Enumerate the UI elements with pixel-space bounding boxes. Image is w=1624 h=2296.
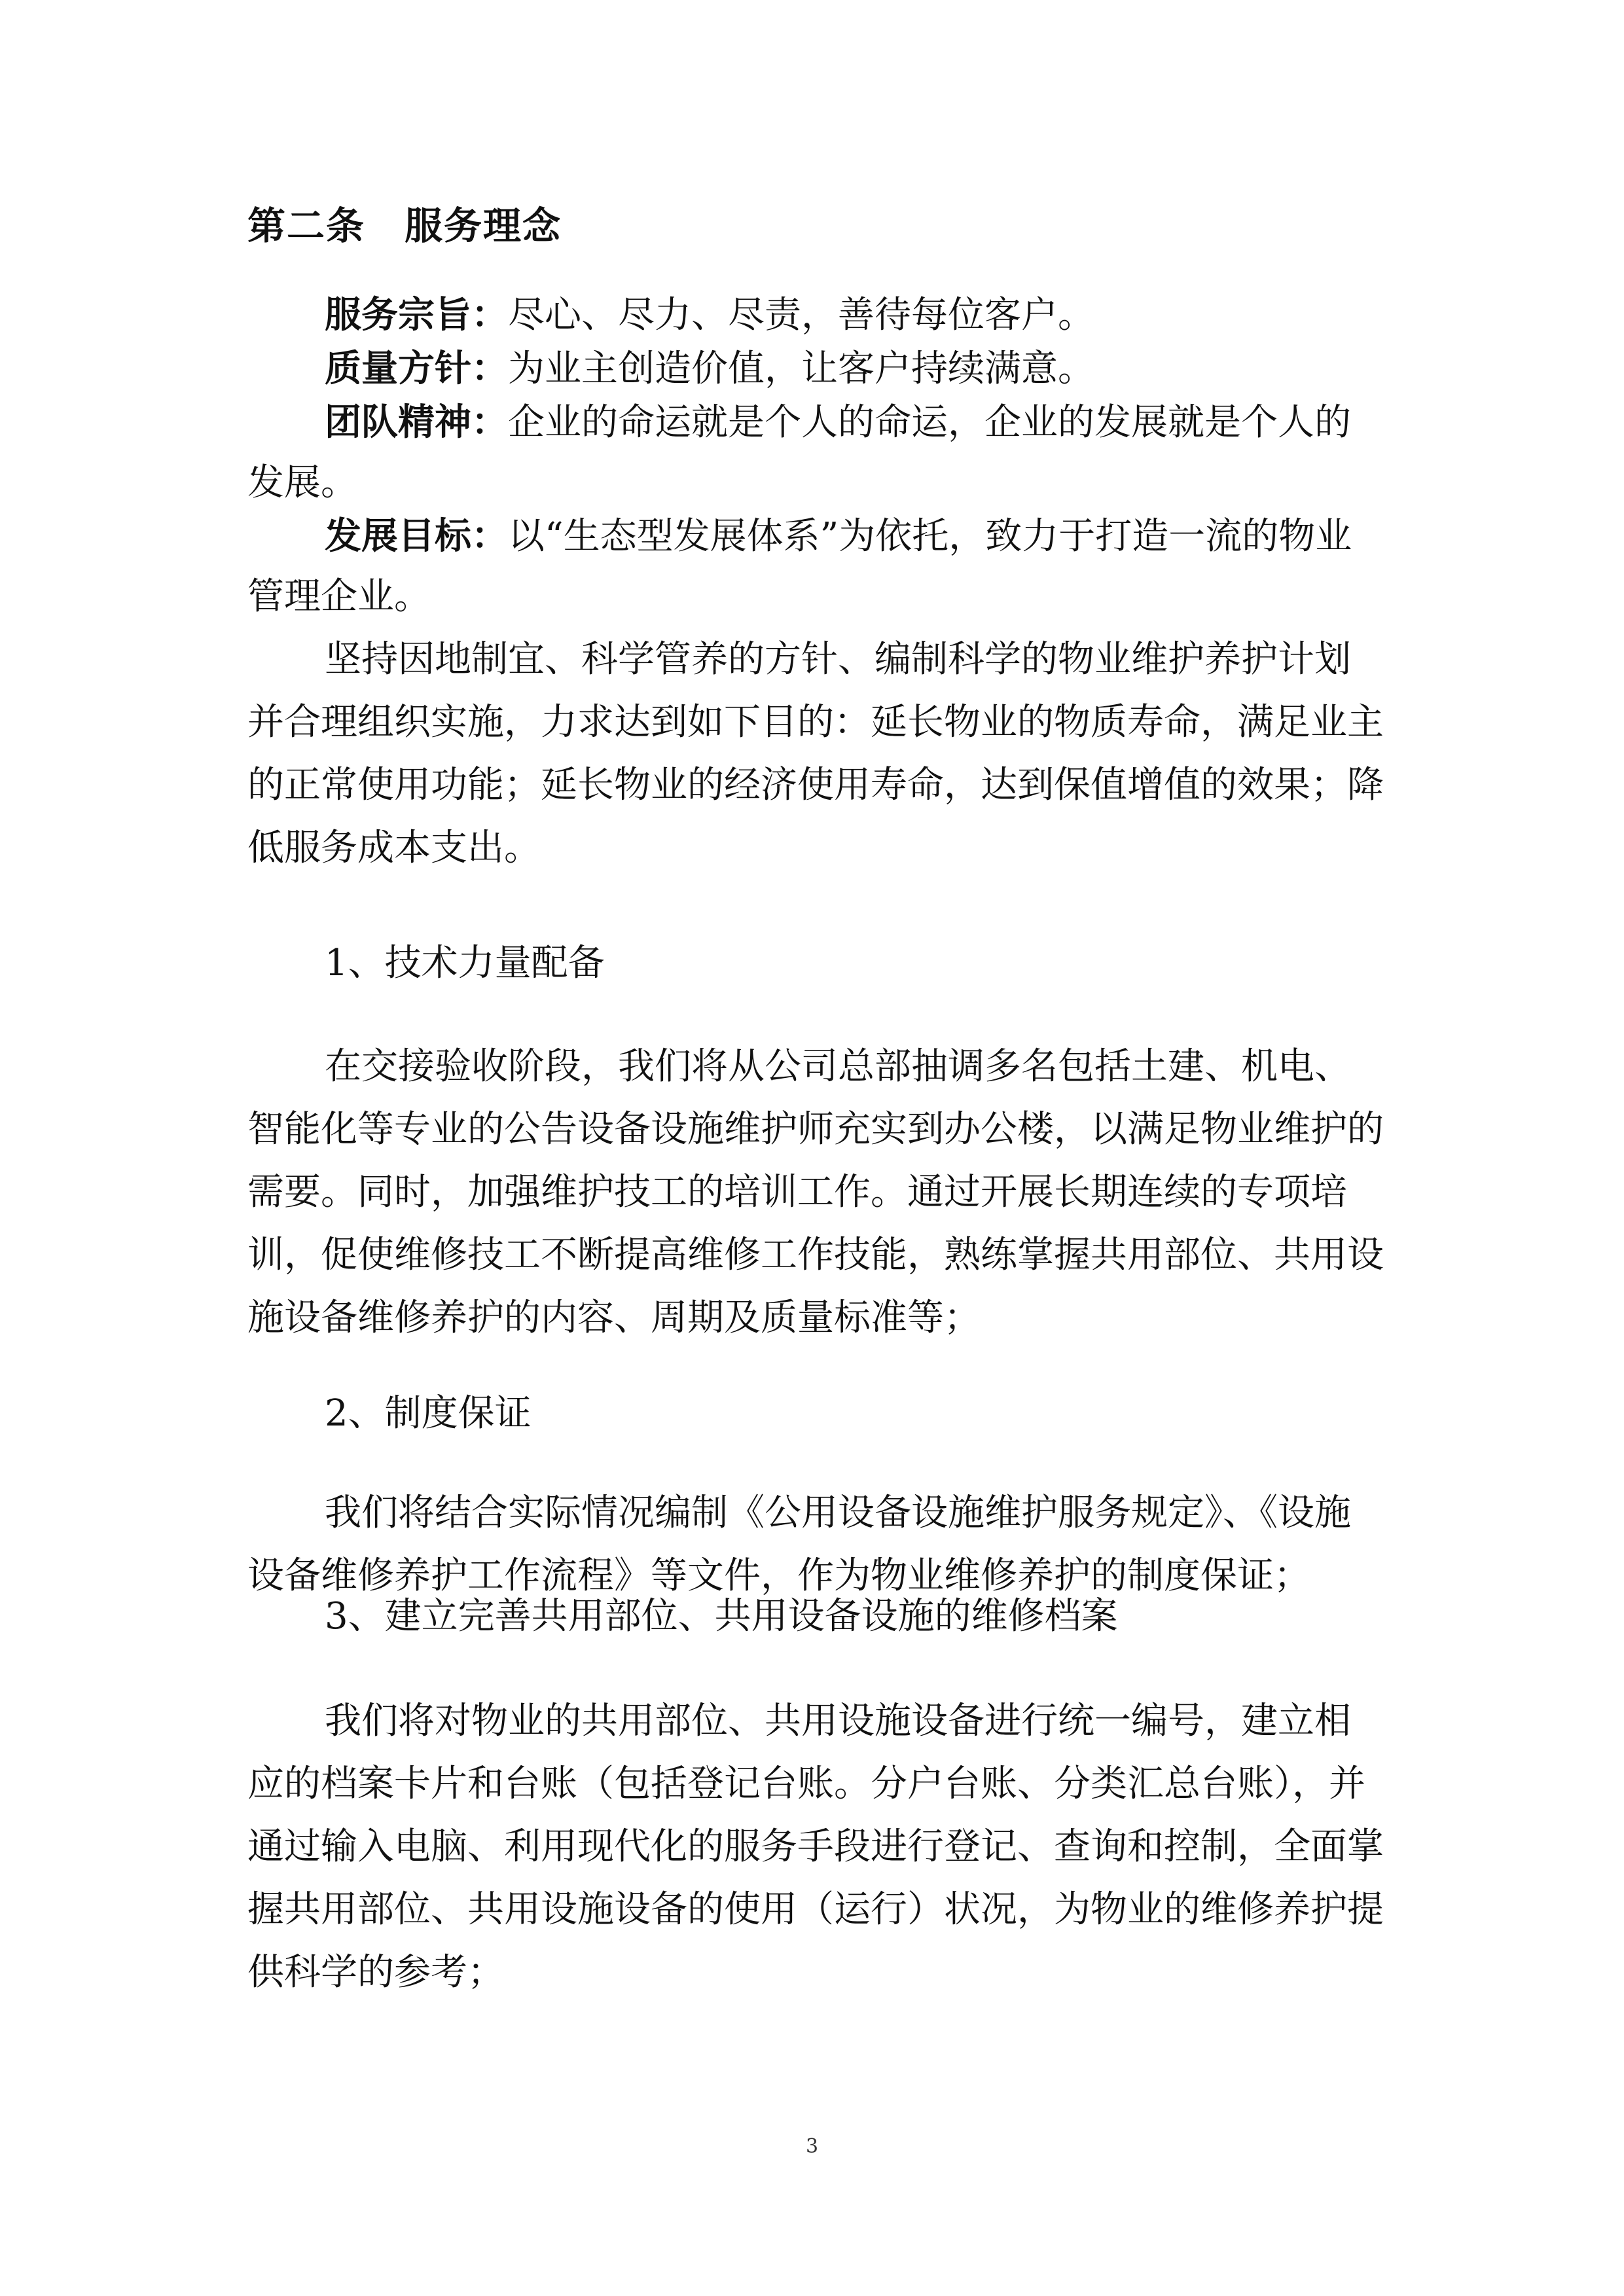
principle-service-purpose [247,285,1386,346]
page-number: 3 [805,2135,819,2158]
principle-text: 尽心、尽力、尽责，善待每位客户。 [508,294,1094,336]
principle-label: 团队精神： [325,401,508,444]
body-paragraph: 坚持因地制宜、科学管养的方针、编制科学的物业维护养护计划并合理组织实施，力求达到如下目的：延长物业的物质寿命，满足业主的正常使用功能；延长物业的经济使用寿命，达到保值增值的效果；降低服务成本支出。 [247,638,1384,869]
section-title: 第二条 服务理念 [247,204,562,248]
subheading-system-guarantee: 2、制度保证 [325,1392,532,1435]
body-paragraph: 我们将结合实际情况编制《公用设备设施维护服务规定》、《设施设备维修养护工作流程》等文件，作为物业维修养护的制度保证； [247,1492,1351,1597]
principle-text: 以“生态型发展体系”为依托，致力于打造一流的物业管理企业。 [247,515,1352,618]
body-paragraph: 在交接验收阶段，我们将从公司总部抽调多名包括土建、机电、智能化等专业的公告设备设施维护师充实到办公楼，以满足物业维护的需要。同时，加强维护技工的培训工作。通过开展长期连续的专项培训，促使维修技工不断提高维修工作技能，熟练掌握共用部位、共用设施设备维修养护的内容、周期及质量标准等； [247,1045,1384,1339]
subheading-technical-staffing: 1、技术力量配备 [325,942,605,984]
body-paragraph: 我们将对物业的共用部位、共用设施设备进行统一编号，建立相应的档案卡片和台账（包括登记台账。分户台账、分类汇总台账），并通过输入电脑、利用现代化的服务手段进行登记、查询和控制，全面掌握共用部位、共用设施设备的使用（运行）状况，为物业的维修养护提供科学的参考； [247,1700,1384,1994]
subheading-maintenance-records: 3、建立完善共用部位、共用设备设施的维修档案 [325,1595,1118,1638]
principle-team-spirit [247,393,1386,513]
principle-text: 企业的命运就是个人的命运，企业的发展就是个人的发展。 [247,401,1351,504]
principle-development-goal [247,507,1386,627]
principle-quality-policy [247,339,1386,399]
principle-label: 服务宗旨： [325,294,508,336]
principle-label: 质量方针： [325,348,508,390]
principle-label: 发展目标： [325,515,508,558]
principle-text: 为业主创造价值，让客户持续满意。 [508,348,1094,390]
